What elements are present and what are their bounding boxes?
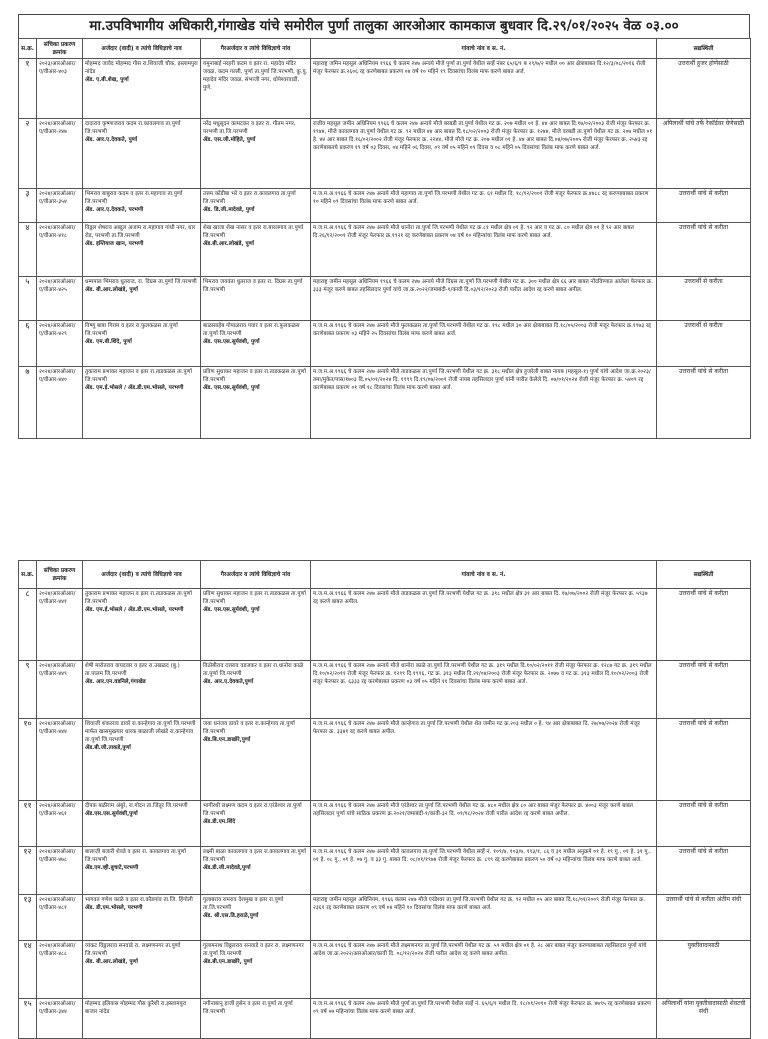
applicant-name: दीपक बळीराम अंबुरे, रा.गोदन ता.जिंतूर जि.परभणी bbox=[85, 803, 188, 809]
respondent-name: प्रविण सुधाकर महाजन व इतर रा.ताडकळस ता.पुर्णा जि.परभणी bbox=[203, 591, 306, 605]
respondent-advocate: ॲड. एस.एस.सुर्यवंशी, पुर्णा bbox=[203, 339, 260, 345]
respondent-cell bbox=[201, 719, 311, 801]
village-cell: म.ज.म.अ.१९६६ चे कलम २४७ अन्वये मौजे धानोरा काळे ता.पुर्णा जि.परभणी येथील गट क्र. ३१९ मधील दि.१०/०२/२०११ रोजी मंजूर फेरफार क्र. १२८७ गट क्र. ३१९ मधील दि.१०/०२/२०११ रोजी मंजूर फेरफार क्र. १२९९ दि.१९९६, गट क्र. ३१३ मधील दि.२१/०४/२००३ रोजी मंजूर फेरफार क्र. २०७७ व गट क्र. ३१३ मधील दि.१०/०२/२००३ रोजी मंजूर फेरफार क्र. ६३३३ रद्द करणेबाबत प्रकरण ०३ वर्ष ०५ महिने ११ दिवसांचा विलंब माफ करणे बाबत अर्ज. bbox=[311, 661, 657, 719]
status-cell: उत्तरार्थी यांचे से करीता अंतीम संधी bbox=[657, 895, 751, 941]
respondent-advocate: ॲड. एस.एस.सुर्यवंशी, पुर्णा bbox=[203, 607, 260, 613]
sr-cell: ९ bbox=[19, 661, 37, 719]
village-cell: राजीव महसूल जमीन अधिनियम १९६६ चे कलम २४७ अन्वये मौजे बरबडी ता.पुर्णा येथील गट क्र. २०७ मधील ०१ हे. ४४ आर बाबत दि.१७/०२/२००३ रोजी मंजूर फेरफार क्र. १९४४, मौजे कावलगाव ता.पुर्णा येथील गट क्र. ९२ मधील ४४ आर बाबत दि.१८/०२/२००३ रोजी मंजूर फेरफार क्र. १२४४, मौजे वरबडी ता.पुर्णा येथील गट क्र. २०७ मधील ०१ हे. ४४ आर बाबत दि.१६/०२/२००२ रोजी मंजूर फेरफार क्र. २२४४, मौजे मौजे गट क्र. २०७ मधील ०१ हे. ४४ आर बाबत दि.०४/०७/२००५ रोजी मंजूर फेरफार क्र. २५४३ रद्द करणेबाबतचे प्रकरण १९ वर्ष ०३ दिवस, ०४ महिने ०६ दिवस, ०९ वर्ष ०५ महिने ०९ दिवस व ०८ महिने ०५ दिवसांचा विलंब माफ करणे बाबत अर्ज. bbox=[311, 119, 657, 189]
header-sr: स.क्र. bbox=[19, 561, 37, 589]
header-respondent: गैरअर्जदार व त्यांचे विधिज्ञाचे नांव bbox=[201, 561, 311, 589]
village-cell: महाराष्ट्र जमीन महसूल अधिनियम १९६६ चे कलम २४७ अन्वये मौजे दिग्रस ता.पुर्णा जि.परभणी येथील गट क्र. ३०० मधील क्षेत्र ६६ आर बाबत नोंदविण्यात आलेला फेरफार क्र. ३३३ मंजूर करणे बाबत तहसिलदार पुर्णा यांचे जा.क्र.२०२२/जमाबंदी-१/कावी दि.०३/१२/२०२३ रोजी पारीत आदेश रद्द करणे बाबत अपील. bbox=[311, 277, 657, 321]
village-cell: म.ज.म.अ.१९६६ चे कलम २४७ अन्वये मौजे महागाव ता.पुर्णा जि.परभणी येथील गट क्र. ६१ मधील दि. १८/१२/२००१ रोजी मंजूर फेरफार क्र.४४८८ रद्द करण्याबाबत प्रकरण १० महिने ०९ दिवसांचा विलंब माफ करणे बाबत अर्ज. bbox=[311, 189, 657, 223]
respondent-cell bbox=[201, 847, 311, 895]
applicant-advocate: ॲड. बी.आर.लोखंडे, पुर्णा bbox=[85, 287, 138, 293]
status-cell: अपिलार्थी यांचे तर्फे रेकॉर्डवर घेणेसाठी bbox=[657, 119, 751, 189]
table-row bbox=[19, 321, 751, 367]
applicant-name: शिवाजी शंकरराव डावरे रा.कान्हेगाव ता.पुर्णा जि.परभणी मार्फत खासमुख्त्यार धारक बाळाजी लोखंडे रा.कान्हेगाव ता.पुर्णा जि.परभणी bbox=[85, 721, 196, 743]
respondent-name: प्रविण सुधाकर महाजन व इतर रा.ताडकळस ता.पुर्णा जि.परभणी bbox=[203, 369, 306, 383]
sr-cell: ११ bbox=[19, 801, 37, 847]
applicant-cell bbox=[83, 223, 201, 277]
table-row bbox=[19, 119, 751, 189]
applicant-name: मोहम्मद जावेद मोहम्मद गौस रा.शिवाजी चौक, इस्लामपुरा नांदेड bbox=[85, 61, 198, 75]
applicant-cell bbox=[83, 321, 201, 367]
table-row bbox=[19, 277, 751, 321]
respondent-name: विठोबीराव दत्तराव वडजकर व इतर रा.धानोरा काळे ता.पुर्णा जि.परभणी bbox=[203, 663, 304, 677]
applicant-cell bbox=[83, 119, 201, 189]
table-row bbox=[19, 367, 751, 439]
respondent-name: नगीनाबानू हाजी हुसेन व इतर रा.पुर्णा ता.पुर्णा जि.परभणी bbox=[203, 1001, 293, 1015]
sr-cell: ४ bbox=[19, 223, 37, 277]
applicant-advocate: ॲड. बी.आर.लोखंडे, पुर्णा bbox=[85, 959, 138, 965]
table-header-row bbox=[19, 561, 751, 589]
respondent-cell bbox=[201, 277, 311, 321]
village-cell: महाराष्ट्र जमिन महसूल अधिनियम १९६६ चे कलम २४७ अन्वये मौजे पुर्णा ता.पुर्णा येथील सर्व्हे नंबर ६५/६/१ ब २९/७/२ मधील ०० आर क्षेत्राबाबत दि.१२/३/०८/२०१६ रोजी मंजूर फेरफार क्र.२६०६ रद्द करणेबाबत प्रकरण ०४ वर्ष १० महिने १९ दिवसांचा विलंब माफ करणे बाबत अर्ज. bbox=[311, 59, 657, 119]
applicant-cell bbox=[83, 367, 201, 439]
village-cell: म.ज.म.अ.१९६६ चे कलम २४७ अन्वये मौजे कावलगाव ता.पुर्णा जि.परभणी येथील सर्व्हे नं. १०९/७, १०३/७, १९३/१, ८६ व ३१ मधील अनुक्रमे ०१ हे. १९ गु., ०१ हे. ३१ गु., ०१ हे. ०८ गु., ०१ हे. ०७ गु. व ३३ गु. बाबत दि. ०८/०१/१९७४ रोजी मंजूर फेरफार क्र. ८९९ रद्द करणेबाबत प्रकरण ५० वर्ष ०३ महिन्यांचा विलंब माफ करणे बाबत अर्ज. bbox=[311, 847, 657, 895]
sr-cell: ८ bbox=[19, 589, 37, 661]
applicant-cell bbox=[83, 719, 201, 801]
case-no-cell: २०२४/आरओआर/ए/वीआर-४८८ bbox=[37, 941, 83, 999]
applicant-name: शेषी मारोतराव वायदवार व इतर रा.उखळद (बु.) ता.पालम जि.परभणी bbox=[85, 663, 180, 677]
table-row bbox=[19, 719, 751, 801]
table-row bbox=[19, 59, 751, 119]
applicant-name: व्यंकट विठ्ठलराव सनवाडे रा. लक्ष्मणनगर ता.पुर्णा जि.परभणी bbox=[85, 943, 181, 957]
applicant-name: तुकाराम प्रभाकर महाजन व इतर रा.ताडकळस ता.पुर्णा जि.परभणी bbox=[85, 369, 192, 383]
case-no-cell: २०२४/आरओआर/ए/वीआर-४२५ bbox=[37, 277, 83, 321]
respondent-cell bbox=[201, 999, 311, 1039]
applicant-name: धम्मपाल भिमराव धुतराज, रा. दिग्रस ता.पुर्णा जि.परभणी bbox=[85, 279, 197, 285]
case-no-cell: २०२४/आरओआर/ए/वीआर-३४४ bbox=[37, 999, 83, 1039]
respondent-cell bbox=[201, 189, 311, 223]
applicant-advocate: ॲड. एम.ई.भोसले / ॲड.डी.एम.भोसले, परभणी bbox=[85, 607, 184, 613]
village-cell: म.ज.म.अ.१९६६ चे कलम २४७ अन्वये मौजे धानोरा ता.पुर्णा जि.परभणी येथील गट क्र.८१ मधील क्षेत्र ०१ हे. ९२ आर व गट क्र. ८० मधील क्षेत्र ०१ हे ९२ आर बाबत दि.२६/१२/२००१ रोजी मंजूर फेरफार क्र.१९२१ रद्द करणेबाबत प्रकरण ०४ वर्ष १० महिन्यांचा विलंब माफ करणे बाबत अर्ज. bbox=[311, 223, 657, 277]
table-header-row bbox=[19, 39, 751, 59]
respondent-cell bbox=[201, 661, 311, 719]
respondent-cell bbox=[201, 223, 311, 277]
status-cell: उत्तरार्थी हुजर होणेसाठी bbox=[657, 59, 751, 119]
case-no-cell: २०२४/आरओआर/ए/वीआर-४४९ bbox=[37, 661, 83, 719]
header-sr: स.क्र. bbox=[19, 39, 37, 59]
respondent-name: बाळासाहेब गोपाळराव पवार व इतर रा.फुलकळस ता.पुर्णा जि.परभणी bbox=[203, 323, 300, 337]
applicant-name: विठ्ठल शेषराव अब्दुल अजाम रा.महागाव गांधी नगर, धार रोड, परभणी ता.जि.परभणी bbox=[85, 225, 196, 239]
table-row bbox=[19, 661, 751, 719]
respondent-name: उत्तम कोंडीबा भरे व इतर रा.कावलगाव ता.पुर्णा जि.परभणी bbox=[203, 191, 296, 205]
village-cell: म.ज.म.अ.१९६६ चे कलम २४७ अन्वये मौजे लक्ष्मणनगर ता.पुर्णा जि.परभणी येथील गट क्र. ५९ मधील क्षेत्र ०१ हे. २८ आर बाबत मंजूर करण्याबाबत तहसिलदार पुर्णा यांचे आदेश जा.क्र.२०२२/आरओआर/कावी दि. ०८/१२/२०२४ रोजी पारीत आदेश रद्द करणे बाबत अपील. bbox=[311, 941, 657, 999]
respondent-advocate: ॲड. आर.ए.देवकते,पुर्णा bbox=[203, 679, 254, 685]
respondent-advocate: ॲड.बी.एन.डाखोरे, पुर्णा bbox=[203, 959, 253, 965]
case-no-cell: २०२४/आरओआर/ए/वीआर-४४१ bbox=[37, 589, 83, 661]
applicant-name: दादाराव कृष्णाजराव कदम रा.कावलगाव ता.पुर्णा जि.परभणी bbox=[85, 121, 181, 135]
cause-list-table-page-1 bbox=[18, 38, 751, 439]
sr-cell: १ bbox=[19, 59, 37, 119]
sr-cell: १२ bbox=[19, 847, 37, 895]
case-no-cell: २०२४/आरओआर/ए/वीआर-४८१ bbox=[37, 895, 83, 941]
header-village: गांवाचे नांव व स. नं. bbox=[311, 561, 657, 589]
applicant-cell bbox=[83, 661, 201, 719]
respondent-advocate: ॲड. एस.एस.सुर्यवंशी, पुर्णा bbox=[203, 385, 260, 391]
sr-cell: ६ bbox=[19, 321, 37, 367]
table-row bbox=[19, 223, 751, 277]
sr-cell: ७ bbox=[19, 367, 37, 439]
applicant-advocate: ॲड. आर.ए.देवकते, परभणी bbox=[85, 207, 144, 213]
header-case-no: संचिका प्रकरण क्रमांक bbox=[37, 561, 83, 589]
sr-cell: ५ bbox=[19, 277, 37, 321]
respondent-name: जया धनंजय डावरे व इतर रा.कान्हेगाव ता.पुर्णा जि.परभणी bbox=[203, 721, 295, 735]
respondent-advocate: ॲड. श्री.एस.डि.हराळे,पुर्णा bbox=[203, 913, 259, 919]
case-no-cell: २०२४/आरओआर/ए/वीआर-४२९ bbox=[37, 321, 83, 367]
applicant-advocate: ॲड. आर.ए.देवकते, पुर्णा bbox=[85, 137, 138, 143]
header-respondent: गैरअर्जदार व त्यांचे विधिज्ञाचे नांव bbox=[201, 39, 311, 59]
header-case-no: संचिका प्रकरण क्रमांक bbox=[37, 39, 83, 59]
respondent-cell bbox=[201, 367, 311, 439]
respondent-cell bbox=[201, 941, 311, 999]
respondent-cell bbox=[201, 801, 311, 847]
status-cell: अपिलार्थी यांना युक्तीवादासाठी शेवटची संधी bbox=[657, 999, 751, 1039]
page-gap bbox=[0, 512, 768, 560]
case-no-cell: २०२४/आरओआर/ए/वीआर-४७८ bbox=[37, 847, 83, 895]
applicant-name: तुकाराम प्रभाकर महाजन व इतर रा.ताडकळस ता.पुर्णा जि.परभणी bbox=[85, 591, 192, 605]
table-row bbox=[19, 801, 751, 847]
case-no-cell: २०२४/आरओआर/ए/वीआर-४४० bbox=[37, 367, 83, 439]
respondent-name: भागीरथी लक्ष्मण कदम व इतर रा.एरंडेश्वर ता.पुर्णा जि.परभणी bbox=[203, 803, 302, 817]
header-status: सद्यस्थिती bbox=[657, 561, 751, 589]
village-cell: म.ज.म.अ.१९६६ चे कलम २४७ अन्वये मौजे एरंडेश्वर ता.पुर्णा जि.परभणी येथील गट क्र. ४८० मधील क्षेत्र ८० आर बाबत मंजूर फेरफार क्र. ४००३ मंजूर करणे बाबत तहसिलदार पुर्णा यांचे साठिक प्रकरण क्र.२०२१/जमाबंदी-१/कावी-३२ दि. ०१/१८/२०२४ रोजी पारीत आदेश रद्द करणे बाबत अपील. bbox=[311, 801, 657, 847]
applicant-name: भागवत गणेश काळे व इतर रा.कौडगांव ता.जि. हिंगोली bbox=[85, 897, 193, 903]
table-row bbox=[19, 895, 751, 941]
applicant-advocate: ॲड.एम.व्ही.बुचाटे,परभणी bbox=[85, 865, 139, 871]
respondent-advocate: ॲड.बी.आर.लोखंडे, पुर्णा bbox=[203, 241, 254, 247]
applicant-name: मोहम्मद इलियास मोहम्मद गौस कुरैशी रा.इस्लामपुरा बाजार नांदेड bbox=[85, 1001, 187, 1015]
sr-cell: १० bbox=[19, 719, 37, 801]
respondent-cell bbox=[201, 119, 311, 189]
page-title: मा.उपविभागीय अधिकारी,गंगाखेड यांचे समोरील पुर्णा तालुका आरओआर कामकाज बुधवार दि.२९/०१/२०२५ वेळ ०३.०० bbox=[18, 14, 750, 38]
village-cell: म.ज.म.अ.१९६६ चे कलम २४७ अन्वये मौजे कान्हेगाव ता.पुर्णा जि.परभणी येथील शेत जमीन गट क्र.२०३ मधील ० हे. ९४ आर क्षेत्राबाबत दि. २७/०७/२०२४ रोजी मंजूर फेरफार क्र. ३३४१ रद्द करणे बाबत अपील. bbox=[311, 719, 657, 801]
respondent-advocate: ॲड.बि.एन.डाखोरे,पुर्णा bbox=[203, 737, 251, 743]
header-applicant: अर्जदार (वादी) व त्यांचे विधिज्ञाचे नाव bbox=[83, 39, 201, 59]
respondent-cell bbox=[201, 895, 311, 941]
village-cell: म.ज.म.अ.१९६६ चे कलम २४७ अन्वये मौजे फुलकळस ता.पुर्णा जि.परभणी येथील गट क्र. १९८ मधील ३० आर क्षेत्राबाबत दि.१८/०५/२००३ रोजी मंजूर फेरफार क्र.१९७३ रद्द करणेबाबत प्रकरण ०३ महिने २५ दिवसांचा विलंब माफ करणे बाबत अर्ज. bbox=[311, 321, 657, 367]
respondent-cell bbox=[201, 589, 311, 661]
sr-cell: १३ bbox=[19, 895, 37, 941]
table-row bbox=[19, 589, 751, 661]
applicant-advocate: ॲड. आर.एन.वडनिले,गंगाखेड bbox=[85, 679, 146, 685]
status-cell: उत्तरार्थी से करीता bbox=[657, 321, 751, 367]
table-row bbox=[19, 847, 751, 895]
applicant-cell bbox=[83, 801, 201, 847]
applicant-advocate: ॲड.बी.जी.ताकडे,पुर्णा bbox=[85, 745, 131, 751]
applicant-name: विष्णु बाबा गिराम व इतर रा.फुलकळस ता.पुर्णा जि.परभणी bbox=[85, 323, 178, 337]
table-row bbox=[19, 999, 751, 1039]
applicant-name: भिमराव बाबुराव कदम व इतर रा.महागाव ता.पुर्णा जि.परभणी bbox=[85, 191, 183, 205]
applicant-cell bbox=[83, 589, 201, 661]
status-cell: उत्तरार्थी यांचे से करीता bbox=[657, 719, 751, 801]
applicant-cell bbox=[83, 999, 201, 1039]
applicant-cell bbox=[83, 895, 201, 941]
header-village: गांवाचे नांव व स. नं. bbox=[311, 39, 657, 59]
table-row bbox=[19, 941, 751, 999]
applicant-advocate: ॲड.एस.एस.सुर्यवंशी,पुर्णा bbox=[85, 811, 138, 817]
sr-cell: १४ bbox=[19, 941, 37, 999]
sr-cell: १५ bbox=[19, 999, 37, 1039]
respondent-name: नरेंद्र मधुसूदन कामटकर व इतर रा. गौतम नगर, परभणी ता.जि.परभणी bbox=[203, 121, 296, 135]
case-no-cell: २०२४/आरओआर/ए/वीआर-४४४ bbox=[37, 719, 83, 801]
applicant-advocate: ॲड. ए.बी.शेख, पुर्णा bbox=[85, 77, 129, 83]
header-status: सद्यस्थिती bbox=[657, 39, 751, 59]
village-cell: म.ज.म.अ.१९६६ चे कलम २४७ अन्वये मौजे ताडकळस ता.पुर्णा जि.परभणी येथील गट क्र. ३१८ मधील क्षेत्र ३१ आर बाबत दि. १७/०७/२००२ रोजी मंजूर फेरफार क्र. ५९३७ रद्द करणे बाबत अपील. bbox=[311, 589, 657, 661]
respondent-name: गुलामनाथ विठ्ठलराव सनवाडे व इतर रा. लक्ष्मणनगर ता.पुर्णा जि.परभणी bbox=[203, 943, 304, 957]
applicant-cell bbox=[83, 847, 201, 895]
table-row bbox=[19, 189, 751, 223]
village-cell: महाराष्ट्र जमीन महसूल अधिनियम, १९६६ कलम २४७ मौजे एरंडेश्वर ता.पुर्णा जि.परभणी येथील गट क्र. ९२ मधील ०५ आर बाबत दि.१८/०१/२००९ रोजी मंजूर फेरफार क्र. २३६१ रद्द करणेबाबत प्रकरण ०९ वर्ष ०४ महिने १० दिवसांचा विलंब माफ करणे बाबत अर्ज. bbox=[311, 895, 657, 941]
applicant-name: बालाजी बजारी शेवडे व इतर रा. कावलगाव ता.पुर्णा जि.परभणी bbox=[85, 849, 186, 863]
applicant-cell bbox=[83, 59, 201, 119]
status-cell: उत्तरार्थी यांचे से करीता bbox=[657, 367, 751, 439]
status-cell: उत्तरार्थी से करीता bbox=[657, 277, 751, 321]
respondent-cell bbox=[201, 59, 311, 119]
respondent-advocate: ॲड. एस.जी.मोहिते, पुर्णा bbox=[203, 137, 256, 143]
respondent-name: यमुनाबाई नरहरी कदम व इतर रा. महादेव मंदिर जवळ, कदम गल्ली, पुर्णा ता.पुर्णा जि.परभणी, कु.यु. महादेव मंदिर जवळ, संभाजी नगर, धोपेश्वरवाडी, पुणे. bbox=[203, 61, 308, 91]
status-cell: उत्तरार्थी यांचे से करीता bbox=[657, 661, 751, 719]
applicant-advocate: ॲड. एम.ई.भोसले / ॲड.डी.एम.भोसले, परभणी bbox=[85, 385, 184, 391]
respondent-advocate: ॲड.डी.एम.शिंदे bbox=[203, 819, 236, 825]
sr-cell: ३ bbox=[19, 189, 37, 223]
case-no-cell: २०२४/आरओआर/ए/वीआर-४१८ bbox=[37, 223, 83, 277]
applicant-advocate: ॲड. एम.बी.शिंदे, पुर्णा bbox=[85, 339, 132, 345]
header-applicant: अर्जदार (वादी) व त्यांचे विधिज्ञाचे नाव bbox=[83, 561, 201, 589]
case-no-cell: २०२४/आरओआर/ए/वीआर-२४७ bbox=[37, 119, 83, 189]
respondent-cell bbox=[201, 321, 311, 367]
status-cell: उत्तरार्थी यांचे से करीता bbox=[657, 223, 751, 277]
applicant-advocate: ॲड. इम्तियाज खान, परभणी bbox=[85, 241, 144, 247]
village-cell: म.ज.म.अ.१९६६ चे कलम २४७ अन्वये मौजे पुर्णा ता.पुर्णा जि.परभणी येथील सर्व्हे नं. ६५/६/१ मधील दि. १८/०१/२०१० रोजी मंजूर फेरफार क्र. ४७९५ रद्द करणेबाबत प्रकरण ०९ वर्ष ०७ महिन्यांचा विलंब माफ करणे बाबत अर्ज. bbox=[311, 999, 657, 1039]
applicant-cell bbox=[83, 277, 201, 321]
applicant-cell bbox=[83, 189, 201, 223]
case-no-cell: २०२४/आरओआर/ए/वीआर-४६१ bbox=[37, 801, 83, 847]
cause-list-table-page-2 bbox=[18, 560, 751, 1039]
respondent-advocate: ॲड. डि.जी.मादेवडे, पुर्णा bbox=[203, 207, 255, 213]
case-no-cell: २०२४/आरओआर/ए/वीआर-३५४ bbox=[37, 189, 83, 223]
status-cell: उत्तरार्थी यांचे से करीता bbox=[657, 189, 751, 223]
status-cell: उत्तरार्थी यांचे से करीता bbox=[657, 589, 751, 661]
respondent-name: भिमराव जयवंता धुतराज व इतर रा. दिग्रस ता.पुर्णा जि.परभणी bbox=[203, 279, 303, 293]
case-no-cell: २०२३/आरओआर/ए/वीआर-४०३ bbox=[37, 59, 83, 119]
applicant-advocate: ॲड. डी.एम.भोसले, परभणी bbox=[85, 905, 143, 911]
respondent-advocate: ॲड.डी.जी.मादेवडे,पुर्णा bbox=[203, 865, 251, 871]
status-cell: उत्तरार्थी यांचे से करीता bbox=[657, 847, 751, 895]
status-cell: युक्तीवादासाठी bbox=[657, 941, 751, 999]
respondent-name: लक्ष्मी बाळा कावलगाव व इतर रा.कावलगाव ता.पुर्णा जि.परभणी bbox=[203, 849, 306, 863]
respondent-name: गुलाबराव रामराव देशमुख व इतर रा.पुर्णा ता.जि.परभणी bbox=[203, 897, 284, 911]
village-cell: म.ज.म.अ.१९६६ चे कलम २४७ अन्वये मौजे ताडकळस ता.पुर्णा जि.परभणी येथील गट क्र. ३१८ मधील क्षेत्र हुजरेली बाबत नायब (महसूल-१) पुर्णा यांचे आदेश जा.क्र.२०२३/तमा/मुकेत/पास/१७०३ दि.०५/०१/२०२४ दि. १९९९ दि.१९/०७/२००१ रोजी नायब तहसिलदार पुर्णा यांनी पारीत केलेले दि. ०७/०१/२०२४ रोजी मंजूर फेरफार क्र. ५४०९ रद्द करणेबाबत प्रकरण ०१ वर्ष १८ दिवसांचा विलंब माफ करणे बाबत अर्ज. bbox=[311, 367, 657, 439]
respondent-name: शेख खाजा शेख नासर व इतर रा.बारलगाव ता.पुर्णा जि.परभणी bbox=[203, 225, 304, 239]
status-cell: उत्तरार्थी यांचे से करीता bbox=[657, 801, 751, 847]
applicant-cell bbox=[83, 941, 201, 999]
sr-cell: २ bbox=[19, 119, 37, 189]
